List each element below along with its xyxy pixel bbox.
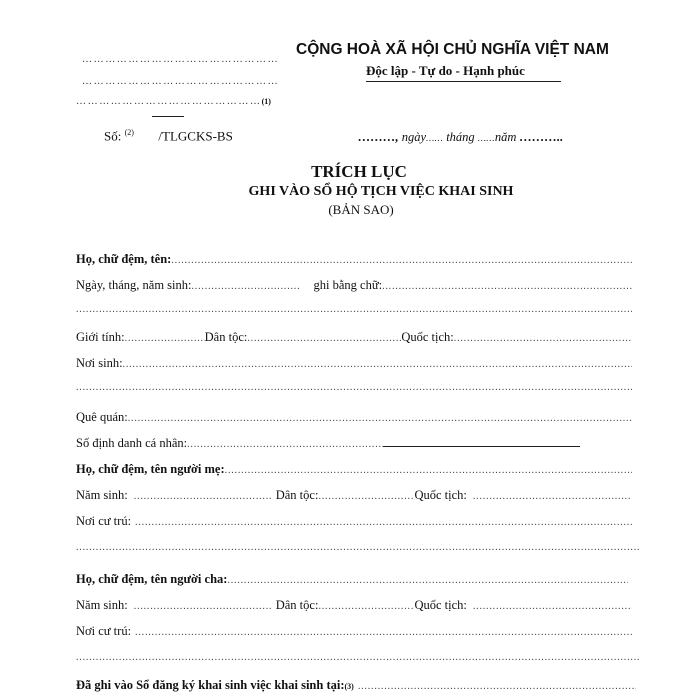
document-title: TRÍCH LỤC xyxy=(311,162,407,181)
dob-words-label: ghi bằng chữ: xyxy=(313,278,383,292)
row-id-number xyxy=(76,436,580,451)
father-yob-field[interactable] xyxy=(134,601,272,612)
motto-underline xyxy=(366,81,561,82)
date-place: ………, xyxy=(358,130,399,144)
agency-line-3 xyxy=(76,96,271,107)
mother-residence-field[interactable] xyxy=(135,517,632,528)
row-gender xyxy=(76,330,632,345)
id-number-label: Số định danh cá nhân: xyxy=(76,436,188,450)
birthplace-label: Nơi sinh: xyxy=(76,356,123,370)
birthplace-field[interactable] xyxy=(123,359,632,370)
father-name-label: Họ, chữ đệm, tên người cha: xyxy=(76,572,228,586)
nationality-field[interactable] xyxy=(454,333,632,344)
mother-nationality-label: Quốc tịch: xyxy=(414,488,467,502)
row-hometown xyxy=(76,410,632,425)
father-nationality-field[interactable] xyxy=(473,601,632,612)
father-name-field[interactable] xyxy=(227,575,628,586)
so-ref: (2) xyxy=(124,128,134,137)
mother-name-label: Họ, chữ đệm, tên người mẹ: xyxy=(76,462,225,476)
id-number-line[interactable] xyxy=(383,446,580,447)
registered-at-label: Đã ghi vào Sổ đăng ký khai sinh việc khai sinh tại: xyxy=(76,678,345,692)
national-motto: Độc lập - Tự do - Hạnh phúc xyxy=(366,63,525,78)
full-name-label: Họ, chữ đệm, tên: xyxy=(76,252,172,266)
date-ngay-dots: …… xyxy=(426,133,444,143)
row-father-name xyxy=(76,572,628,587)
mother-ethnicity-label: Dân tộc: xyxy=(275,488,319,502)
father-residence-field-cont[interactable] xyxy=(76,652,640,663)
row-mother-residence xyxy=(76,514,632,529)
agency-underline xyxy=(152,116,184,117)
full-name-field[interactable] xyxy=(171,255,632,266)
mother-yob-label: Năm sinh: xyxy=(76,488,128,502)
date-ngay: ngày xyxy=(401,130,427,144)
mother-yob-field[interactable] xyxy=(134,491,272,502)
dob-words-field-cont[interactable] xyxy=(76,304,632,315)
father-residence-label: Nơi cư trú: xyxy=(76,624,132,638)
date-line xyxy=(358,130,563,145)
gender-field[interactable] xyxy=(125,333,205,344)
registered-at-ref: (3) xyxy=(344,682,354,691)
row-mother-info xyxy=(76,488,632,503)
ethnicity-field[interactable] xyxy=(247,333,401,344)
country-name: CỘNG HOÀ XÃ HỘI CHỦ NGHĨA VIỆT NAM xyxy=(296,41,609,58)
date-thang-dots: …… xyxy=(477,133,495,143)
row-birthplace xyxy=(76,356,632,371)
row-registered-at xyxy=(76,678,636,693)
mother-residence-label: Nơi cư trú: xyxy=(76,514,132,528)
mother-ethnicity-field[interactable] xyxy=(318,491,414,502)
mother-nationality-field[interactable] xyxy=(473,491,632,502)
birthplace-field-cont[interactable] xyxy=(76,382,632,393)
gender-label: Giới tính: xyxy=(76,330,125,344)
dob-field[interactable] xyxy=(192,281,300,292)
row-father-info xyxy=(76,598,632,613)
date-nam: năm xyxy=(494,130,517,144)
document-subtitle: GHI VÀO SỔ HỘ TỊCH VIỆC KHAI SINH xyxy=(248,184,514,199)
id-number-field[interactable] xyxy=(187,439,383,450)
document-number xyxy=(104,128,233,144)
hometown-field[interactable] xyxy=(128,413,632,424)
father-nationality-label: Quốc tịch: xyxy=(414,598,467,612)
father-ethnicity-label: Dân tộc: xyxy=(275,598,319,612)
agency-ref: (1) xyxy=(261,97,271,106)
mother-name-field[interactable] xyxy=(225,465,632,476)
row-father-residence xyxy=(76,624,632,639)
agency-line-1: …………………………………………… xyxy=(82,54,280,65)
row-mother-name xyxy=(76,462,632,477)
ethnicity-label: Dân tộc: xyxy=(204,330,248,344)
so-code: /TLGCKS-BS xyxy=(158,128,233,144)
row-dob xyxy=(76,278,632,293)
nationality-label: Quốc tịch: xyxy=(401,330,454,344)
date-thang: tháng xyxy=(446,130,475,144)
row-full-name xyxy=(76,252,632,267)
dob-words-field[interactable] xyxy=(382,281,632,292)
row-birthplace-cont xyxy=(76,382,632,393)
agency-line-3-dots: ………………………………………… xyxy=(76,96,262,107)
hometown-label: Quê quán: xyxy=(76,410,128,424)
so-label: Số: xyxy=(104,128,122,144)
father-residence-field[interactable] xyxy=(135,627,632,638)
date-nam-dots: ……….. xyxy=(519,130,564,144)
registered-at-field[interactable] xyxy=(358,681,636,692)
father-ethnicity-field[interactable] xyxy=(318,601,414,612)
father-yob-label: Năm sinh: xyxy=(76,598,128,612)
dob-label: Ngày, tháng, năm sinh: xyxy=(76,278,192,292)
agency-line-2: …………………………………………… xyxy=(82,76,280,87)
row-father-residence-cont xyxy=(76,652,640,663)
mother-residence-field-cont[interactable] xyxy=(76,542,640,553)
copy-label: (BẢN SAO) xyxy=(328,202,394,217)
row-mother-residence-cont xyxy=(76,542,640,553)
row-dob-cont xyxy=(76,304,632,315)
